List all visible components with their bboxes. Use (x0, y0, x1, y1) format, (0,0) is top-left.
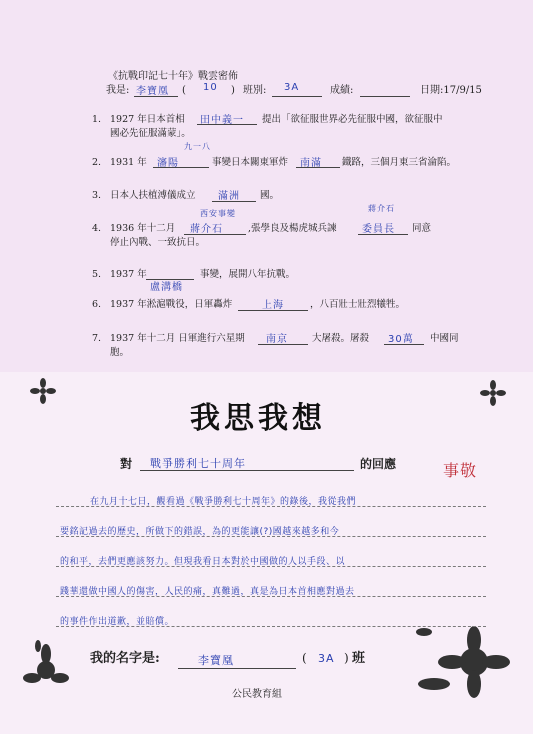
number-close-paren: ) (231, 85, 235, 96)
score-label: 成績: (330, 85, 354, 96)
question-text: 1937 年淞滬戰役，日軍轟炸 (110, 299, 233, 310)
question-text: 1931 年 (110, 157, 147, 168)
name-value: 李寶凰 (136, 86, 169, 97)
answer-note: 九一八 (184, 142, 211, 151)
answer-value: 田中義一 (200, 115, 244, 126)
flower-ornament-icon (478, 378, 508, 408)
question-text: 大屠殺。屠殺 (312, 333, 370, 344)
question-text: 胞。 (110, 347, 130, 358)
teacher-mark: 事敬 (443, 461, 478, 480)
name-underline (134, 96, 178, 97)
question-number: 1. (92, 114, 102, 125)
reflection-title: 我思我想 (190, 401, 326, 436)
signature-label: 我的名字是: (90, 651, 160, 666)
prompt-value: 戰爭勝利七十周年 (150, 457, 246, 470)
answer-value: 南京 (266, 334, 288, 345)
question-text: 1937 年十二月 日軍進行六星期 (110, 333, 245, 344)
answer-value: 30萬 (388, 334, 414, 345)
answer-value: 蔣介石 (190, 224, 223, 235)
answer-note: 西安事變 (200, 209, 236, 218)
question-text: 1936 年十二月 (110, 223, 176, 234)
prompt-underline (140, 470, 354, 471)
question-number: 3. (92, 190, 102, 201)
flower-ornament-icon (28, 376, 58, 406)
answer-value: 盧溝橋 (150, 282, 183, 293)
answer-underline (258, 344, 308, 345)
answer-value: 上海 (262, 300, 284, 311)
answer-underline (146, 279, 194, 280)
answer-value: 委員長 (362, 224, 395, 235)
question-text: 日本人扶植溥儀成立 (110, 190, 196, 201)
signature-name: 李寶凰 (198, 654, 234, 667)
question-text: 中國同 (430, 333, 459, 344)
class-underline (272, 96, 322, 97)
essay-line: 要銘記過去的歷史，所做下的錯誤，為的更能讓(?)國越來越多和今 (60, 527, 340, 537)
answer-underline (153, 167, 209, 168)
question-text: 事變，展開八年抗戰。 (200, 269, 296, 280)
signature-open-paren: ( (302, 651, 307, 665)
answer-underline (384, 344, 424, 345)
score-underline (360, 96, 410, 97)
answer-underline (358, 234, 408, 235)
signature-close-paren: ) (344, 651, 349, 665)
number-value: 10 (203, 82, 218, 93)
question-text: 同意 (412, 223, 432, 234)
question-text: 停止內戰、一致抗日。 (110, 237, 206, 248)
class-value: 3A (284, 82, 300, 93)
question-text: ,張學良及楊虎城兵諫 (248, 223, 337, 234)
answer-underline (184, 234, 246, 235)
question-text: 提出「欲征服世界必先征服中國，欲征服中 (262, 114, 443, 125)
signature-underline (178, 668, 296, 669)
prompt-prefix: 對 (120, 457, 133, 471)
worksheet-header: 《抗戰印記七十年》戰雲密佈 (108, 71, 238, 82)
answer-value: 瀋陽 (157, 158, 179, 169)
answer-note: 蔣介石 (368, 204, 395, 213)
signature-suffix: 班 (352, 651, 366, 666)
essay-line: 踐華還做中國人的傷害，人民的痛，真難過，真是為日本首相應對過去 (60, 587, 355, 597)
name-label: 我是: (106, 85, 130, 96)
question-text: 鐵路，三個月東三省淪陷。 (342, 157, 457, 168)
answer-underline (212, 201, 256, 202)
question-number: 6. (92, 299, 102, 310)
question-text: 事變日本關東軍炸 (212, 157, 289, 168)
flower-ornament-icon (22, 630, 70, 694)
number-open-paren: ( (182, 85, 186, 96)
answer-underline (296, 167, 340, 168)
question-text: 1927 年日本首相 (110, 114, 185, 125)
question-number: 4. (92, 223, 102, 234)
class-label: 班別: (243, 85, 267, 96)
essay-line: 的事件作出道歉，並賠償。 (60, 617, 175, 627)
answer-underline (197, 124, 257, 125)
question-number: 7. (92, 333, 102, 344)
question-number: 5. (92, 269, 102, 280)
question-text: 國。 (260, 190, 280, 201)
signature-class: 3A (318, 652, 335, 665)
essay-line: 的和平，去們更應該努力。但現我看日本對於中國做的人以手段、以 (60, 557, 346, 567)
answer-value: 南滿 (300, 158, 322, 169)
question-text: 1937 年 (110, 269, 147, 280)
date-label: 日期:17/9/15 (420, 85, 482, 96)
question-number: 2. (92, 157, 102, 168)
question-text: ，八百壯士壯烈犧牲。 (310, 299, 406, 310)
prompt-suffix: 的回應 (360, 457, 397, 471)
answer-underline (238, 310, 308, 311)
answer-value: 滿洲 (218, 191, 240, 202)
question-text: 國必先征服滿蒙」。 (110, 128, 191, 139)
footer-department: 公民教育組 (232, 689, 282, 700)
essay-line: 在九月十七日，觀看過《戰爭勝利七十周年》的錄後，我從我們 (90, 497, 357, 507)
